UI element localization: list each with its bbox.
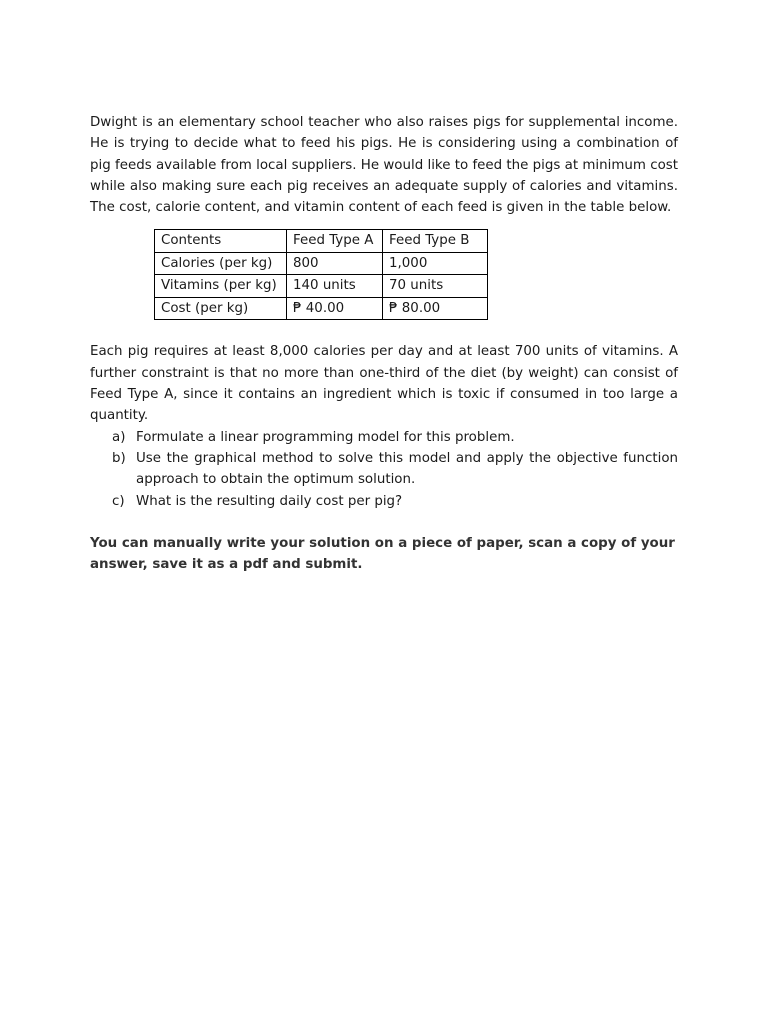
- submission-instructions: You can manually write your solution on a piece of paper, scan a copy of your answer, save it as a pdf and submit.: [90, 535, 675, 573]
- table-row: [155, 252, 488, 275]
- table-cell: Calories (per kg): [155, 252, 287, 275]
- question-text: Formulate a linear programming model for this problem.: [136, 429, 515, 445]
- question-text: What is the resulting daily cost per pig?: [136, 493, 403, 509]
- table-cell: 140 units: [287, 275, 383, 298]
- feed-table: [154, 229, 488, 320]
- requirements-paragraph: Each pig requires at least 8,000 calories per day and at least 700 units of vitamins. A further constraint is that no more than one-third of the diet (by weight) can consist of Feed Type A, since it contains an ingredient which is toxic if consumed in too large a quantity.: [90, 344, 678, 424]
- table-header-row: [155, 230, 488, 253]
- list-marker: b): [112, 450, 126, 466]
- table-cell: 70 units: [383, 275, 488, 298]
- table-header-cell: Feed Type A: [287, 230, 383, 253]
- question-text: Use the graphical method to solve this model and apply the objective function approach to obtain the optimum solution.: [136, 450, 678, 488]
- intro-paragraph: Dwight is an elementary school teacher who also raises pigs for supplemental income. He is trying to decide what to feed his pigs. He is considering using a combination of pig feeds available from local suppliers. He would like to feed the pigs at minimum cost while also making sure each pig receives an adequate supply of calories and vitamins. The cost, calorie content, and vitamin content of each feed is given in the table below.: [90, 115, 678, 216]
- table-cell: 1,000: [383, 252, 488, 275]
- table-cell: 800: [287, 252, 383, 275]
- table-cell: Cost (per kg): [155, 297, 287, 320]
- table-header-cell: Contents: [155, 230, 287, 253]
- list-item: [90, 448, 678, 491]
- table-header-cell: Feed Type B: [383, 230, 488, 253]
- table-cell: ₱ 80.00: [383, 297, 488, 320]
- table-row: [155, 297, 488, 320]
- list-item: [90, 491, 678, 512]
- question-list: [90, 427, 678, 512]
- list-marker: a): [112, 429, 126, 445]
- list-marker: c): [112, 493, 125, 509]
- document-page: [90, 112, 678, 575]
- table-cell: ₱ 40.00: [287, 297, 383, 320]
- table-row: [155, 275, 488, 298]
- table-cell: Vitamins (per kg): [155, 275, 287, 298]
- list-item: [90, 427, 678, 448]
